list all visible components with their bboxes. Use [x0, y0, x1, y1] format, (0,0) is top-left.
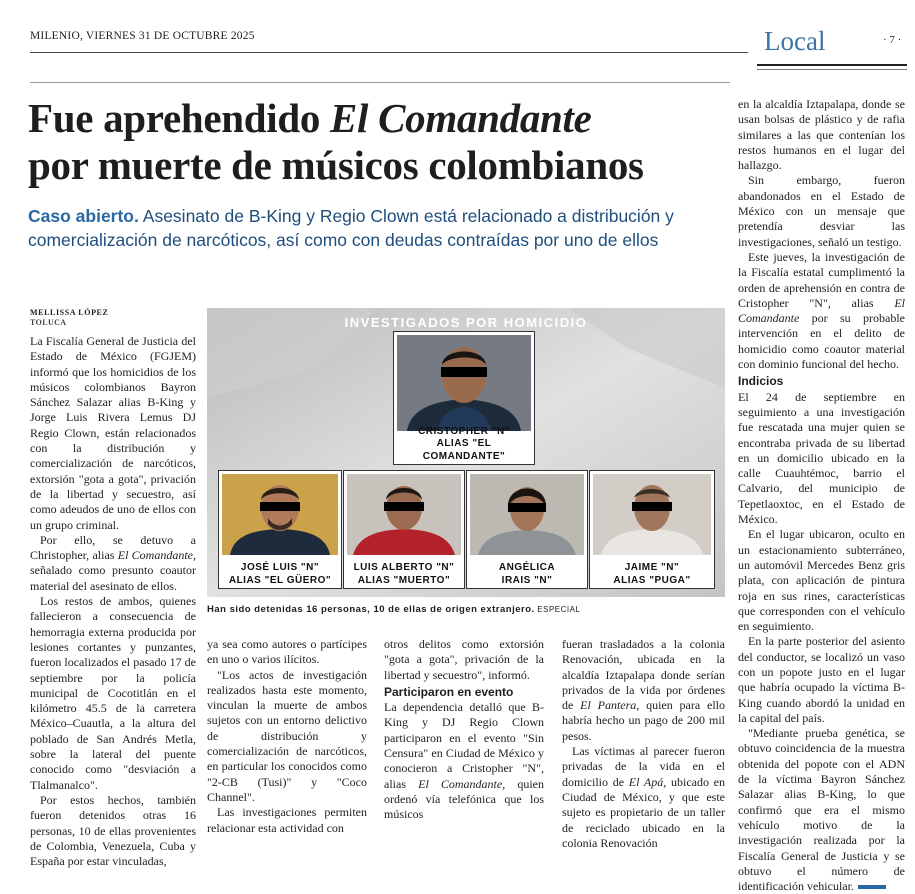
- suspect-name: JOSÉ LUIS "N": [240, 562, 320, 573]
- headline: [28, 95, 733, 189]
- suspect-alias: ALIAS "MUERTO": [357, 574, 451, 586]
- suspect-portrait: [593, 474, 711, 555]
- suspect-portrait: [347, 474, 461, 555]
- subhead: [28, 204, 733, 252]
- subheading: Indicios: [738, 374, 784, 389]
- headline-part1: Fue aprehendido: [28, 95, 330, 141]
- suspect-name: LUIS ALBERTO "N": [353, 562, 455, 573]
- suspect-card-main: [393, 331, 535, 465]
- suspect-alias: ALIAS "EL COMANDANTE": [422, 438, 506, 462]
- suspect-caption: [219, 562, 341, 587]
- paragraph: fueran trasladados a la colonia Renovación, ubicada en la alcaldía Iztapalapa donde serían privados de la vida por órdenes de El Pantera, quien para ello habría hecho un pago de 200 mil pesos.: [562, 637, 726, 743]
- paragraph: Los restos de ambos, quienes fallecieron a consecuencia de hemorragia externa producida por lesiones cortantes y punzantes, fueron localizados el pasado 17 de septiembre por la policía municipal de Cocotitlán en el kilómetro 45.5 de la carretera México–Cuautla, a la altura del poblado de San Andrés Metla, sobre la lateral del puente conocido como "desviación a Tlalmanalco".: [30, 594, 196, 792]
- suspect-card: [589, 470, 715, 589]
- photo-title: INVESTIGADOS POR HOMICIDIO: [344, 315, 588, 330]
- portrait-image: [397, 335, 531, 431]
- byline-location: TOLUCA: [30, 318, 67, 327]
- suspect-alias: ALIAS "EL GÜERO": [228, 574, 332, 586]
- suspect-name: CRISTOPHER "N": [418, 425, 510, 437]
- paragraph: La Fiscalía General de Justicia del Estado de México (FGJEM) informó que los homicidios de los músicos colombianos Bayron Sánchez Salazar alias B-King y Jorge Luis Rivera Lemus DJ Regio Clown, están relacionados con la distribución y comercialización de narcóticos, extorsión "gota a gota", privación de la libertad y secuestro, así como adeudos de uno de ellos con un grupo criminal.: [30, 334, 196, 532]
- portrait-image: [222, 474, 338, 555]
- edition-dateline: MILENIO, VIERNES 31 DE OCTUBRE 2025: [30, 30, 255, 42]
- photo-caption: [207, 604, 727, 615]
- paragraph: En el lugar ubicaron, oculto en un estacionamiento subterráneo, un automóvil Mercedes Benz gris plata, con aplicación de pintura roja en sus rines, características que corresponden con el vehículo en seguimiento.: [738, 527, 905, 634]
- paragraph: ya sea como autores o partícipes en uno o varios ilícitos.: [207, 637, 367, 667]
- section-rule-thin: [757, 69, 907, 70]
- header-rule: [30, 52, 748, 53]
- portrait-image: [347, 474, 461, 555]
- portrait-image: [470, 474, 584, 555]
- subhead-lead: Caso abierto.: [28, 206, 139, 226]
- paragraph: Por ello, se detuvo a Christopher, alias El Comandante, señalado como presunto coautor material del asesinato de ellos.: [30, 532, 197, 593]
- paragraph: Por estos hechos, también fueron detenidos otras 16 personas, 10 de ellas provenientes de Colombia, Venezuela, Cuba y España por estar vinculadas,: [30, 792, 196, 869]
- suspect-portrait: [222, 474, 338, 555]
- paragraph: En la parte posterior del asiento del conductor, se localizó un vaso con un popote justo en el lugar que habría ocupado la víctima B-King cuando abordó la unidad en la capital del país.: [738, 634, 905, 725]
- headline-top-rule: [30, 82, 730, 83]
- byline-author: MELLISSA LÓPEZ: [30, 308, 109, 317]
- end-of-article-mark: [858, 885, 886, 889]
- suspect-caption: [344, 562, 464, 587]
- article-column-5: [738, 97, 905, 894]
- paragraph: Las investigaciones permiten relacionar esta actividad con: [207, 805, 367, 835]
- paragraph: en la alcaldía Iztapalapa, donde se usan bolsas de plástico y de rafia similares a las que contenían los restos humanos en el lugar del hallazgo.: [738, 97, 905, 173]
- article-column-2: [207, 637, 367, 836]
- suspect-card: [466, 470, 588, 589]
- headline-part2: por muerte de músicos colombianos: [28, 142, 644, 188]
- paragraph: "Los actos de investigación realizados hasta este momento, vinculan la muerte de ambos sujetos con un entorno delictivo de distribución y comercialización de narcóticos, en particular los conocidos como "2-CB (Tusi)" y "Coco Channel".: [207, 667, 367, 804]
- suspect-alias: IRAIS "N": [501, 574, 553, 586]
- suspect-card: [218, 470, 342, 589]
- subhead-text: Asesinato de B-King y Regio Clown está relacionado a distribución y comercialización de narcóticos, así como con deudas contraídas por uno de ellos: [28, 206, 674, 250]
- page-number: · 7 ·: [883, 34, 902, 46]
- article-column-1: [30, 334, 196, 869]
- suspect-alias: ALIAS "PUGA": [613, 574, 691, 586]
- section-name: Local: [764, 26, 826, 56]
- section-rule: [757, 64, 907, 66]
- suspect-caption: [590, 562, 714, 587]
- suspect-name: ANGÉLICA: [498, 562, 556, 573]
- suspects-photo-composite: [207, 308, 725, 597]
- suspect-caption: [394, 426, 534, 464]
- photo-credit: ESPECIAL: [537, 605, 581, 614]
- subheading: Participaron en evento: [384, 684, 514, 699]
- paragraph: El 24 de septiembre en seguimiento a una investigación fue rescatada una mujer quien se encontraba privada de su libertad en un domicilio ubicado en la calle Cuauhtémoc, barrio el Calvario, del municipio de Tepetlaoxtoc, en el Estado de México.: [738, 389, 905, 527]
- article-column-4: [562, 637, 725, 851]
- paragraph: Sin embargo, fueron abandonados en el Estado de México con un mensaje que pretendía desviar las investigaciones, señaló un testigo.: [738, 173, 905, 249]
- article-column-3: [384, 637, 544, 823]
- suspect-card: [343, 470, 465, 589]
- suspect-portrait: [470, 474, 584, 555]
- paragraph: La dependencia detalló que B-King y DJ Regio Clown participaron en el evento "Sin Censura" en Ciudad de México y conocieron a Cristopher "N", alias El Comandante, quien ordenó vía telefónica que los músicos: [384, 700, 544, 822]
- paragraph: otros delitos como extorsión "gota a gota", privación de la libertad y secuestro", informó.: [384, 637, 544, 682]
- headline-alias: El Comandante: [330, 95, 592, 141]
- paragraph: Las víctimas al parecer fueron privadas de la vida en el domicilio de El Apá, ubicado en Ciudad de México, y que este sujeto es propietario de un taller de reciclado ubicado en la colonia Renovación: [562, 744, 726, 850]
- portrait-image: [593, 474, 711, 555]
- paragraph: Este jueves, la investigación de la Fiscalía estatal cumplimentó la orden de aprehensión en contra de Cristopher "N", alias El Comandante por su probable intervención en el delito de homicidio como coautor material con dominio funcional del hecho.: [738, 249, 905, 372]
- paragraph: "Mediante prueba genética, se obtuvo coincidencia de la muestra obtenida del popote con el ADN de la víctima Bayron Sánchez Salazar alias B-King, lo que confirmó que era el mismo vehículo motivo de la investigación realizada por la Fiscalía General de Justicia y se obtuvo el número de identificación vehicular.: [738, 726, 905, 894]
- caption-text: Han sido detenidas 16 personas, 10 de ellas de origen extranjero.: [207, 604, 535, 615]
- suspect-portrait: [397, 335, 531, 431]
- suspect-caption: [467, 562, 587, 587]
- suspect-name: JAIME "N": [624, 562, 680, 573]
